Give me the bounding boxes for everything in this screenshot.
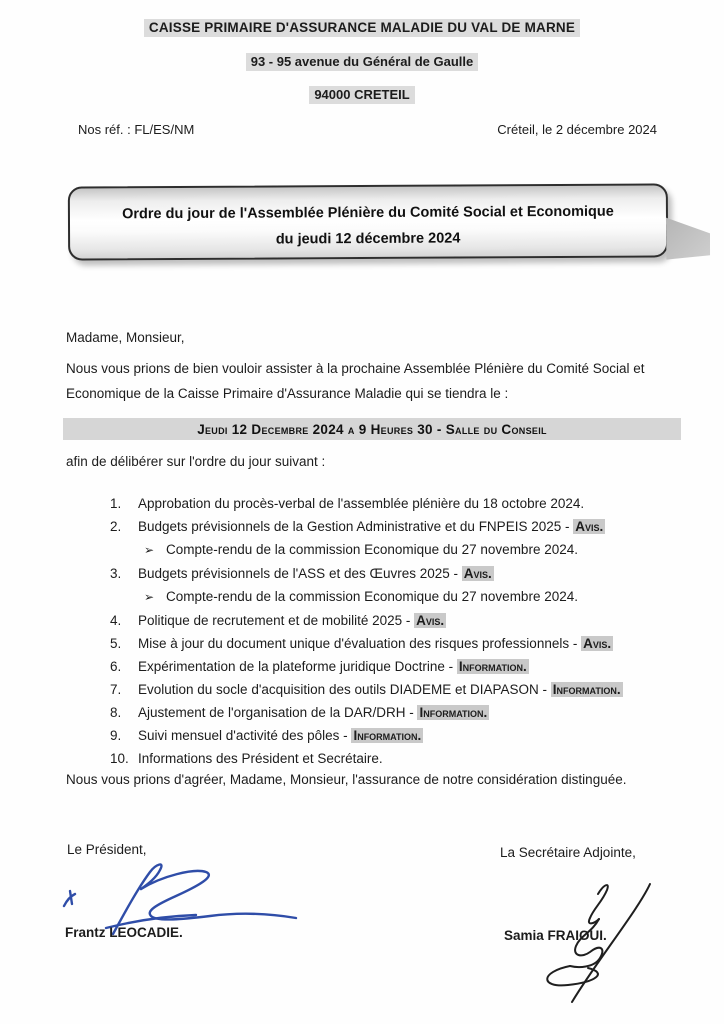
agenda-item-text: Approbation du procès-verbal de l'assemblée plénière du 18 octobre 2024. (138, 496, 585, 511)
intro-paragraph: Nous vous prions de bien vouloir assister à la prochaine Assemblée Plénière du Comité Social et Economique de la Caisse Primaire d'Assurance Maladie qui se tiendra le : (66, 361, 645, 401)
agenda-item-number: 3. (110, 566, 122, 581)
agenda-item (0, 515, 700, 538)
title-line-1: Ordre du jour de l'Assemblée Plénière du Comité Social et Economique (122, 203, 614, 223)
signature-name-right: Samia FRAIOUI. (504, 928, 607, 943)
agenda-item (0, 655, 700, 678)
agenda-item (0, 724, 700, 747)
secretary-signature (512, 878, 667, 1010)
org-name-line (0, 20, 724, 35)
city-line (0, 87, 724, 102)
agenda-item-number: 8. (110, 705, 122, 720)
signature-name-left: Frantz LEOCADIE. (65, 925, 183, 940)
org-name: CAISSE PRIMAIRE D'ASSURANCE MALADIE DU VAL DE MARNE (144, 19, 580, 37)
closing-paragraph: Nous vous prions d'agréer, Madame, Monsieur, l'assurance de notre considération distinguée. (66, 772, 627, 787)
agenda-item-text: Expérimentation de la plateforme juridique Doctrine - (138, 659, 457, 674)
agenda-item-tag: Avis. (463, 566, 492, 581)
agenda-item-tag: Avis. (583, 636, 612, 651)
agenda-item (0, 678, 700, 701)
org-address: 93 - 95 avenue du Général de Gaulle (246, 53, 479, 71)
agenda-sub-text: Compte-rendu de la commission Economique du 27 novembre 2024. (166, 542, 578, 557)
president-signature (58, 856, 303, 936)
agenda-item-number: 9. (110, 728, 122, 743)
agenda-item (0, 492, 700, 515)
agenda-sub-item (0, 585, 700, 609)
signature-role-right: La Secrétaire Adjointe, (500, 845, 636, 860)
agenda-item-text: Politique de recrutement et de mobilité 2025 - (138, 613, 415, 628)
agenda-item-text: Suivi mensuel d'activité des pôles - (138, 728, 352, 743)
agenda-item-number: 7. (110, 682, 122, 697)
agenda-list (0, 492, 700, 770)
agenda-item-tag: Information. (419, 705, 488, 720)
agenda-item-number: 1. (110, 496, 122, 511)
arrowhead-bullet-icon: ➢ (144, 590, 155, 604)
date-line: Créteil, le 2 décembre 2024 (497, 122, 657, 137)
meeting-banner-text: Jeudi 12 Decembre 2024 a 9 Heures 30 - Salle du Conseil (197, 421, 547, 437)
agenda-lead: afin de délibérer sur l'ordre du jour suivant : (66, 454, 326, 469)
agenda-item (0, 701, 700, 724)
agenda-item (0, 632, 700, 655)
agenda-item (0, 562, 700, 585)
agenda-sub-text: Compte-rendu de la commission Economique du 27 novembre 2024. (166, 589, 578, 604)
agenda-item-tag: Information. (458, 659, 527, 674)
agenda-item-text: Ajustement de l'organisation de la DAR/DRH - (138, 705, 418, 720)
agenda-item-text: Budgets prévisionnels de l'ASS et des Œuvres 2025 - (138, 566, 462, 581)
agenda-item-tag: Avis. (575, 519, 604, 534)
title-line-2: du jeudi 12 décembre 2024 (275, 230, 461, 248)
arrowhead-bullet-icon: ➢ (144, 543, 155, 557)
address-line (0, 54, 724, 69)
agenda-item-text: Evolution du socle d'acquisition des outils DIADEME et DIAPASON - (138, 682, 551, 697)
agenda-item-number: 4. (110, 613, 122, 628)
agenda-item-text: Budgets prévisionnels de la Gestion Administrative et du FNPEIS 2025 - (138, 519, 574, 534)
reference-row (78, 122, 657, 137)
agenda-item-number: 6. (110, 659, 122, 674)
agenda-item-number: 10. (110, 751, 129, 766)
reference-number: Nos réf. : FL/ES/NM (78, 122, 195, 137)
agenda-item-tag: Avis. (416, 613, 445, 628)
org-city: 94000 CRETEIL (309, 86, 414, 104)
agenda-item-number: 2. (110, 519, 122, 534)
agenda-item-number: 5. (110, 636, 122, 651)
agenda-item-text: Mise à jour du document unique d'évaluation des risques professionnels - (138, 636, 582, 651)
agenda-sub-item (0, 538, 700, 562)
agenda-item-tag: Information. (552, 682, 621, 697)
agenda-item (0, 747, 700, 770)
agenda-item-tag: Information. (353, 728, 422, 743)
signature-role-left: Le Président, (67, 842, 147, 857)
salutation: Madame, Monsieur, (66, 330, 185, 345)
meeting-banner (63, 418, 681, 440)
agenda-item-text: Informations des Président et Secrétaire. (138, 751, 383, 766)
agenda-item (0, 609, 700, 632)
title-box (68, 183, 668, 260)
